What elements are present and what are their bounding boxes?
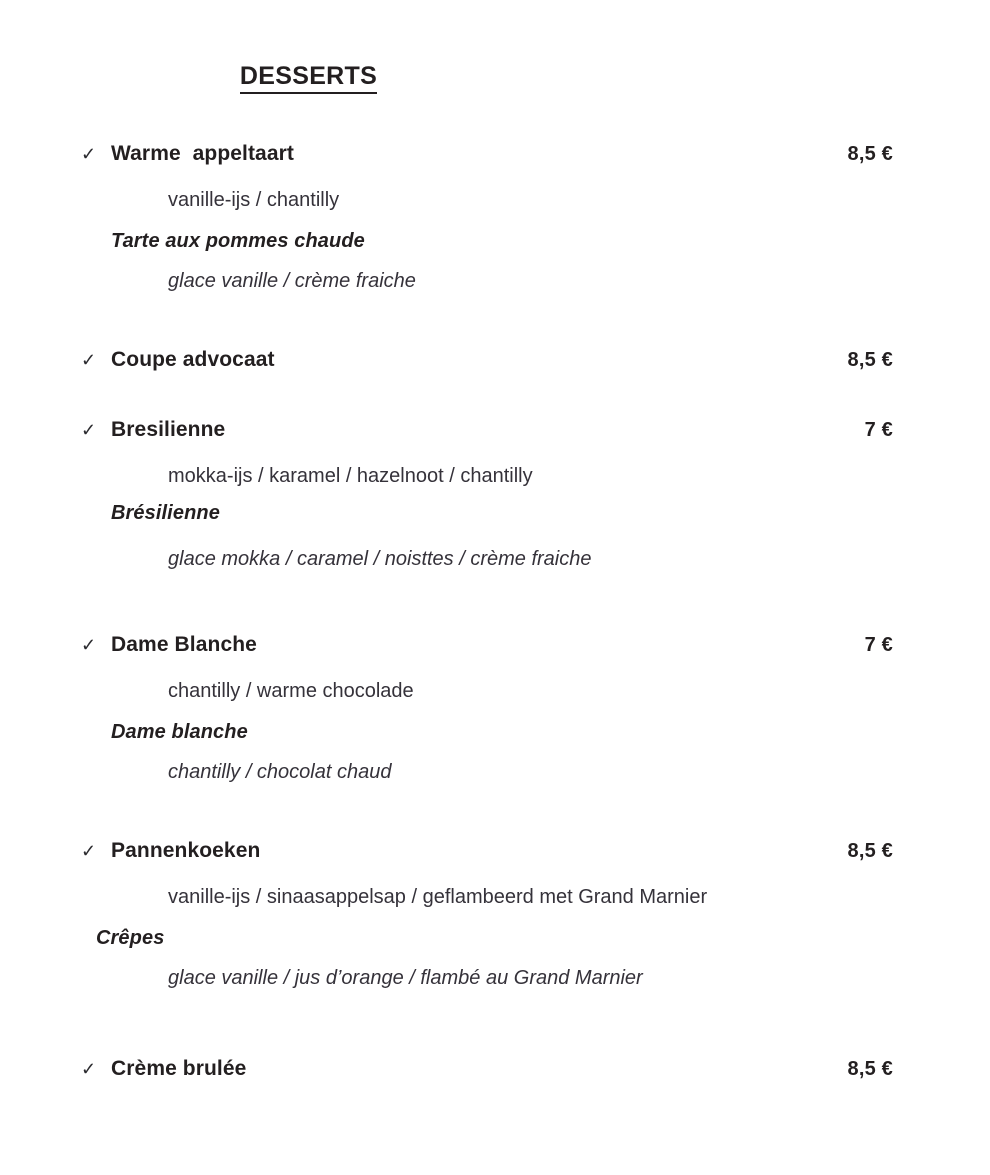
menu-item-price: 7 €	[864, 419, 893, 441]
spacer	[0, 255, 990, 267]
spacer	[0, 746, 990, 758]
page-title	[0, 62, 617, 94]
spacer	[0, 215, 990, 227]
check-icon: ✓	[81, 420, 97, 440]
spacer	[0, 450, 990, 462]
check-icon: ✓	[81, 841, 97, 861]
menu-item-name-nl: Coupe advocaat	[111, 348, 275, 371]
check-icon: ✓	[81, 1059, 97, 1079]
menu-item-name-nl: Warme appeltaart	[111, 142, 294, 165]
menu-item	[0, 1055, 990, 1089]
spacer	[0, 491, 990, 499]
menu-item-description-fr: glace vanille / crème fraiche	[168, 270, 416, 292]
spacer	[0, 174, 990, 186]
menu-item-price: 7 €	[864, 634, 893, 656]
spacer	[0, 993, 990, 1055]
spacer	[0, 380, 990, 416]
menu-item-price: 8,5 €	[847, 840, 893, 862]
menu-item-header	[0, 140, 990, 174]
menu-item-description-fr: glace mokka / caramel / noisttes / crème fraiche	[168, 548, 592, 570]
menu-item-list	[0, 140, 990, 1089]
spacer	[0, 952, 990, 964]
spacer	[0, 296, 990, 324]
menu-item-name-nl: Dame Blanche	[111, 633, 257, 656]
spacer	[0, 871, 990, 883]
menu-item	[0, 140, 990, 296]
menu-item-header	[0, 631, 990, 665]
menu-item-header	[0, 416, 990, 450]
menu-item-header	[0, 837, 990, 871]
menu-item-description-nl: vanille-ijs / chantilly	[168, 189, 340, 211]
menu-item-name-fr: Brésilienne	[111, 502, 220, 524]
spacer	[0, 527, 990, 545]
menu-item-name-nl: Pannenkoeken	[111, 839, 261, 862]
spacer	[0, 912, 990, 924]
menu-item-name-fr: Dame blanche	[111, 721, 248, 743]
menu-item-name-nl: Crème brulée	[111, 1057, 247, 1080]
check-icon: ✓	[81, 635, 97, 655]
menu-item-price: 8,5 €	[847, 1058, 893, 1080]
menu-item-header	[0, 346, 990, 380]
spacer	[0, 665, 990, 677]
menu-item-description-fr: glace vanille / jus d’orange / flambé au Grand Marnier	[168, 967, 643, 989]
spacer	[0, 706, 990, 718]
menu-item-price: 8,5 €	[847, 349, 893, 371]
menu-item-name-fr: Tarte aux pommes chaude	[111, 230, 365, 252]
menu-item-description-nl: mokka-ijs / karamel / hazelnoot / chantilly	[168, 465, 533, 487]
menu-item-name-fr: Crêpes	[96, 927, 165, 949]
menu-item-description-nl: vanille-ijs / sinaasappelsap / geflambeerd met Grand Marnier	[168, 886, 708, 908]
menu-item-name-nl: Bresilienne	[111, 418, 226, 441]
check-icon: ✓	[81, 144, 97, 164]
menu-item	[0, 631, 990, 787]
spacer	[0, 324, 990, 346]
check-icon: ✓	[81, 350, 97, 370]
menu-item-header	[0, 1055, 990, 1089]
menu-item	[0, 416, 990, 574]
spacer	[0, 574, 990, 631]
page-title-text: DESSERTS	[240, 63, 377, 94]
spacer	[0, 787, 990, 837]
menu-item-description-nl: chantilly / warme chocolade	[168, 680, 414, 702]
menu-item	[0, 837, 990, 993]
menu-item-price: 8,5 €	[847, 143, 893, 165]
menu-item-description-fr: chantilly / chocolat chaud	[168, 761, 392, 783]
menu-item	[0, 346, 990, 380]
